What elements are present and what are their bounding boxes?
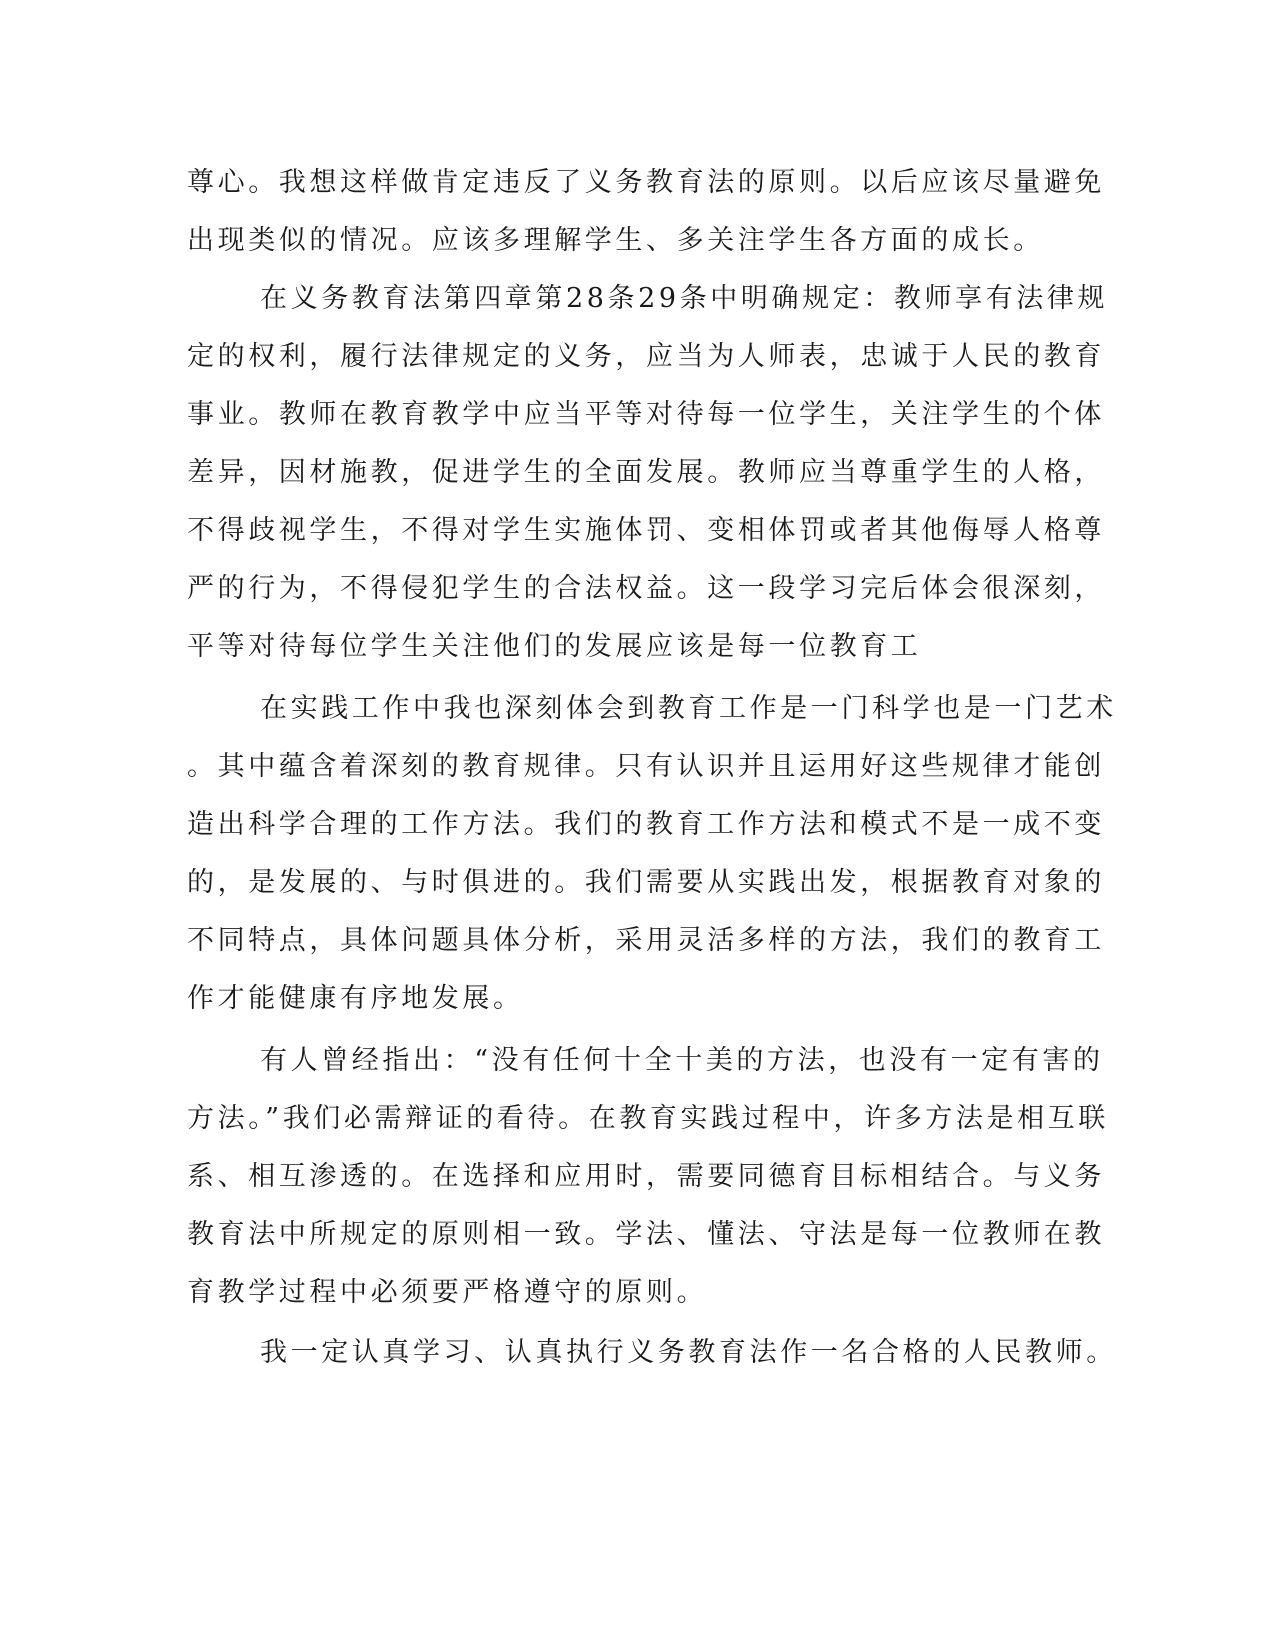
text-line: 出现类似的情况。应该多理解学生、多关注学生各方面的成长。 — [187, 225, 1044, 256]
paragraph-first-line: 有人曾经指出：“没有任何十全十美的方法，也没有一定有害的 — [260, 1045, 1104, 1076]
text-line: 育教学过程中必须要严格遵守的原则。 — [187, 1277, 708, 1308]
text-line: 不得歧视学生，不得对学生实施体罚、变相体罚或者其他侮辱人格尊 — [187, 515, 1105, 546]
text-line: 方法。”我们必需辩证的看待。在教育实践过程中，许多方法是相互联 — [187, 1103, 1109, 1134]
text-line: 作才能健康有序地发展。 — [187, 983, 524, 1014]
text-line: 系、相互渗透的。在选择和应用时，需要同德育目标相结合。与义务 — [187, 1161, 1105, 1192]
text-line: 尊心。我想这样做肯定违反了义务教育法的原则。以后应该尽量避免 — [187, 167, 1105, 198]
text-line: 教育法中所规定的原则相一致。学法、懂法、守法是每一位教师在教 — [187, 1219, 1105, 1250]
text-line: 的，是发展的、与时俱进的。我们需要从实践出发，根据教育对象的 — [187, 867, 1105, 898]
text-line: 差异，因材施教，促进学生的全面发展。教师应当尊重学生的人格， — [187, 457, 1105, 488]
text-line: 造出科学合理的工作方法。我们的教育工作方法和模式不是一成不变 — [187, 809, 1105, 840]
paragraph-first-line: 在实践工作中我也深刻体会到教育工作是一门科学也是一门艺术 — [260, 693, 1117, 724]
text-line: 事业。教师在教育教学中应当平等对待每一位学生，关注学生的个体 — [187, 399, 1105, 430]
text-line: 。其中蕴含着深刻的教育规律。只有认识并且运用好这些规律才能创 — [187, 751, 1105, 782]
paragraph-first-line: 在义务教育法第四章第28条29条中明确规定：教师享有法律规 — [260, 283, 1109, 314]
text-line: 严的行为，不得侵犯学生的合法权益。这一段学习完后体会很深刻， — [187, 573, 1105, 604]
text-line: 平等对待每位学生关注他们的发展应该是每一位教育工 — [187, 631, 922, 662]
text-line: 定的权利，履行法律规定的义务，应当为人师表，忠诚于人民的教育 — [187, 341, 1105, 372]
paragraph-first-line: 我一定认真学习、认真执行义务教育法作一名合格的人民教师。 — [260, 1337, 1117, 1368]
text-line: 不同特点，具体问题具体分析，采用灵活多样的方法，我们的教育工 — [187, 925, 1105, 956]
